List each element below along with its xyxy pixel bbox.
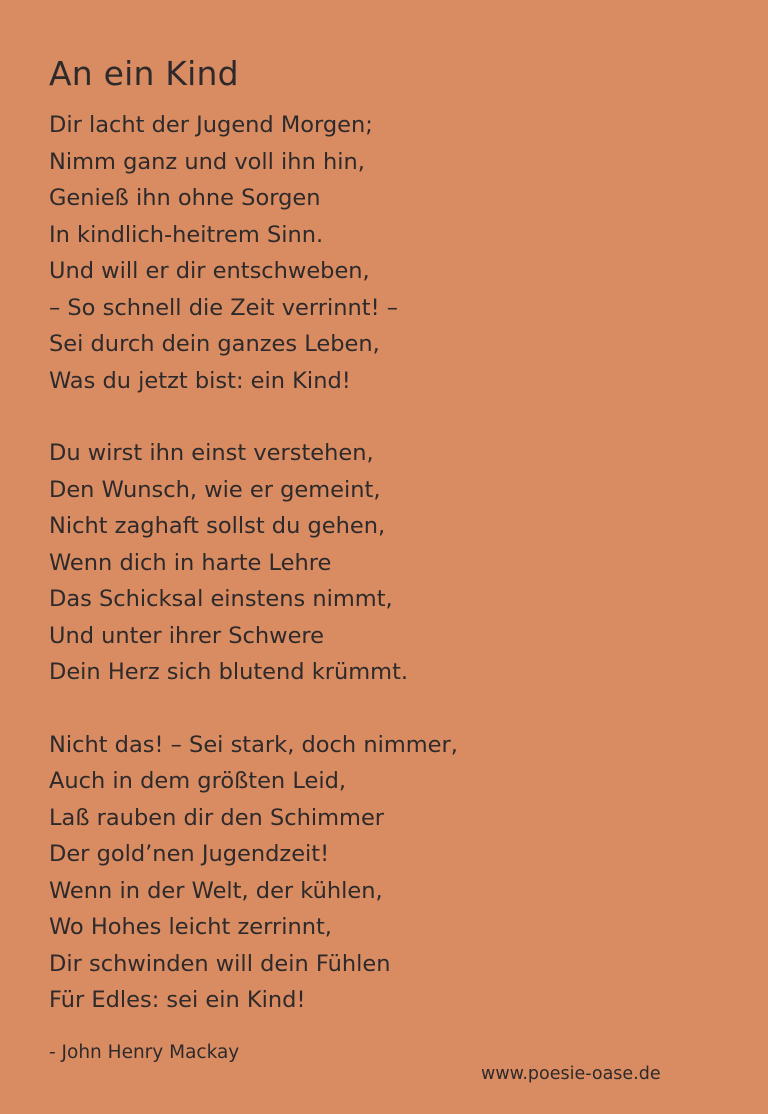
poem-line: Wenn in der Welt, der kühlen, [49, 877, 383, 904]
website-credit: www.poesie-oase.de [481, 1064, 661, 1084]
poem-line: Laß rauben dir den Schimmer [49, 804, 385, 831]
poem-line: Dir lacht der Jugend Morgen; [49, 112, 373, 138]
poem-line: Nicht zaghaft sollst du gehen, [49, 513, 386, 539]
poem-line: Nicht das! – Sei stark, doch nimmer, [49, 731, 458, 758]
poem-line: Und will er dir entschweben, [49, 258, 370, 284]
stanza-1 [49, 107, 729, 399]
poem-line: Den Wunsch, wie er gemeint, [49, 476, 381, 503]
poem-line: Du wirst ihn einst verstehen, [49, 440, 374, 466]
poem-title: An ein Kind [49, 54, 239, 93]
poem-line: Nimm ganz und voll ihn hin, [49, 148, 365, 175]
poem-line: Für Edles: sei ein Kind! [49, 987, 306, 1013]
poem-line: Genieß ihn ohne Sorgen [49, 185, 321, 211]
poem-line: Dein Herz sich blutend krümmt. [49, 659, 409, 685]
poem-author: - John Henry Mackay [49, 1042, 240, 1063]
poem-body [49, 107, 729, 1055]
stanza-2 [49, 435, 729, 691]
poem-line: Auch in dem größten Leid, [49, 768, 347, 794]
poem-line: Der gold’nen Jugendzeit! [49, 841, 330, 867]
poem-line: – So schnell die Zeit verrinnt! – [49, 294, 399, 321]
poem-line: Wo Hohes leicht zerrinnt, [49, 914, 332, 940]
poem-line: Das Schicksal einstens nimmt, [49, 586, 393, 612]
poem-line: Wenn dich in harte Lehre [49, 549, 332, 576]
poem-line: Dir schwinden will dein Fühlen [49, 950, 391, 977]
poem-line: Und unter ihrer Schwere [49, 622, 325, 649]
stanza-3 [49, 727, 729, 1019]
poem-line: In kindlich-heitrem Sinn. [49, 221, 324, 248]
poem-line: Was du jetzt bist: ein Kind! [49, 367, 351, 394]
poem-line: Sei durch dein ganzes Leben, [49, 331, 380, 357]
